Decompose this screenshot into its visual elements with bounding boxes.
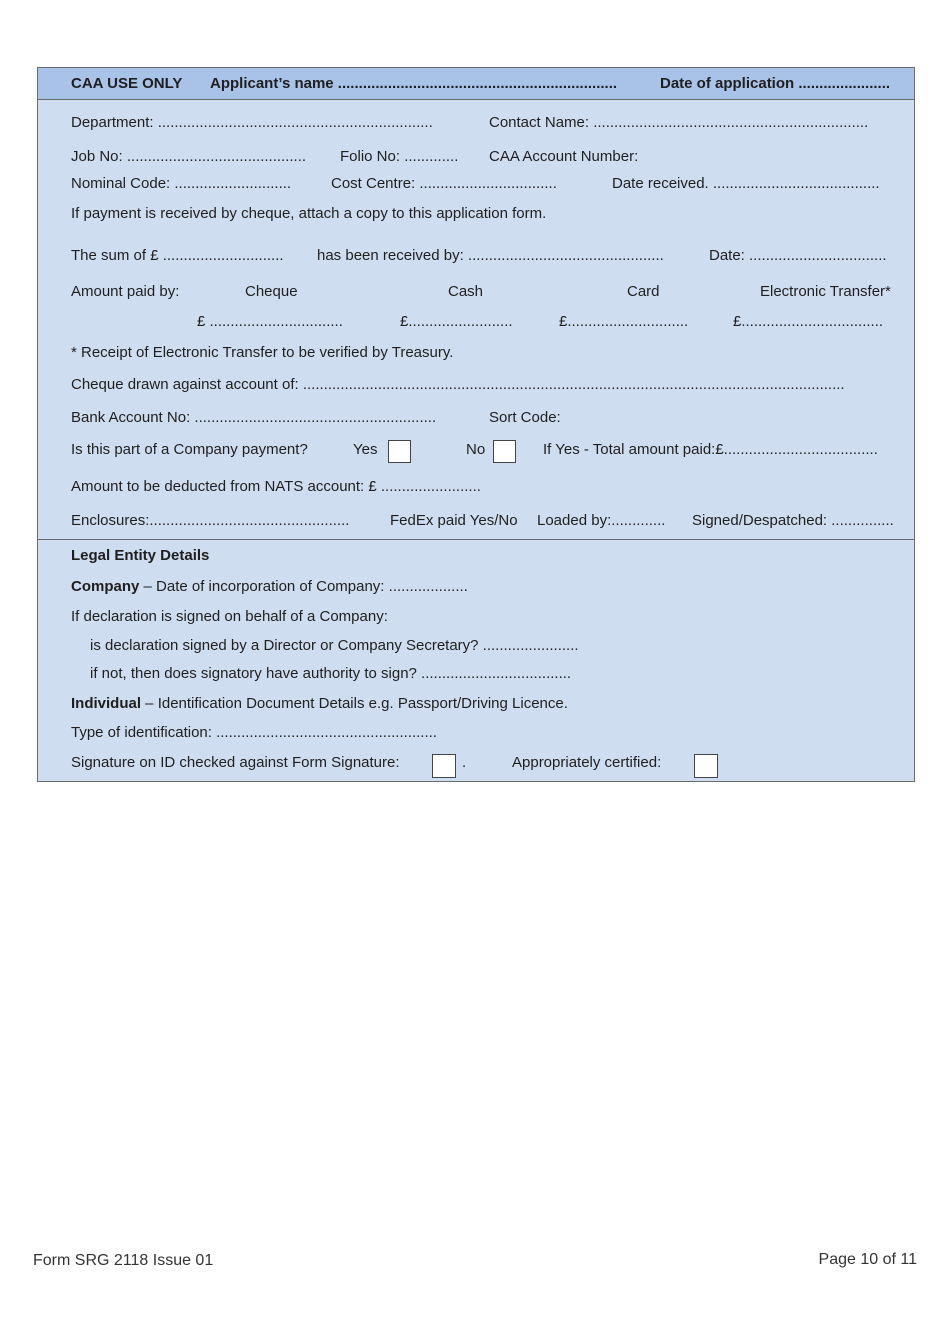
bank-account-no-field[interactable]: Bank Account No: .......................................................... — [71, 409, 437, 426]
method-card-label: Card — [627, 283, 660, 300]
director-signed-field[interactable]: is declaration signed by a Director or Company Secretary? ....................... — [90, 637, 579, 654]
sort-code-field[interactable]: Sort Code: — [489, 409, 561, 426]
applicant-name-field[interactable]: Applicant’s name ................................................................... — [210, 75, 618, 92]
caa-use-only-header — [38, 68, 914, 100]
folio-no-field[interactable]: Folio No: ............. — [340, 148, 459, 165]
sum-of-field[interactable]: The sum of £ ............................. — [71, 247, 284, 264]
payment-date-field[interactable]: Date: ................................. — [709, 247, 887, 264]
individual-id-text: – Identification Document Details e.g. Passport/Driving Licence. — [141, 695, 568, 712]
company-payment-no-checkbox[interactable] — [493, 440, 516, 463]
cash-amount-field[interactable]: £......................... — [400, 313, 513, 330]
individual-id-line — [71, 695, 568, 713]
section-divider — [38, 539, 914, 540]
department-field[interactable]: Department: .................................................................. — [71, 114, 433, 131]
caa-use-only-panel — [37, 67, 915, 782]
contact-name-field[interactable]: Contact Name: .................................................................. — [489, 114, 869, 131]
company-label: Company — [71, 578, 140, 595]
form-identifier: Form SRG 2118 Issue 01 — [33, 1252, 214, 1269]
signature-checked-label: Signature on ID checked against Form Signature: — [71, 754, 400, 771]
cheque-drawn-account-field[interactable]: Cheque drawn against account of: .................................................................................................................................. — [71, 376, 845, 393]
company-payment-yes-checkbox[interactable] — [388, 440, 411, 463]
total-amount-paid-field[interactable]: If Yes - Total amount paid:£..................................... — [543, 441, 878, 458]
caa-account-number-field[interactable]: CAA Account Number: — [489, 148, 639, 165]
cheque-amount-field[interactable]: £ ................................ — [197, 313, 343, 330]
nominal-code-field[interactable]: Nominal Code: ............................ — [71, 175, 292, 192]
card-amount-field[interactable]: £............................. — [559, 313, 689, 330]
signatory-authority-field[interactable]: if not, then does signatory have authority to sign? .................................... — [90, 665, 572, 682]
method-cash-label: Cash — [448, 283, 484, 300]
appropriately-certified-label: Appropriately certified: — [512, 754, 662, 771]
no-label: No — [466, 441, 486, 458]
job-no-field[interactable]: Job No: ........................................... — [71, 148, 307, 165]
id-type-field[interactable]: Type of identification: ..................................................... — [71, 724, 437, 741]
yes-label: Yes — [353, 441, 378, 458]
page-number: Page 10 of 11 — [818, 1251, 917, 1268]
electronic-transfer-note: * Receipt of Electronic Transfer to be verified by Treasury. — [71, 344, 454, 361]
nats-deduction-field[interactable]: Amount to be deducted from NATS account: £ ........................ — [71, 478, 481, 495]
fedex-paid-field[interactable]: FedEx paid Yes/No — [390, 512, 518, 529]
appropriately-certified-checkbox[interactable] — [694, 754, 718, 778]
loaded-by-field[interactable]: Loaded by:............. — [537, 512, 666, 529]
date-received-field[interactable]: Date received. ........................................ — [612, 175, 880, 192]
company-payment-question: Is this part of a Company payment? — [71, 441, 308, 458]
caa-use-only-label: CAA USE ONLY — [71, 75, 183, 92]
electronic-transfer-amount-field[interactable]: £.................................. — [733, 313, 884, 330]
date-of-application-field[interactable]: Date of application ...................... — [660, 75, 891, 92]
signature-checked-dot: . — [462, 754, 467, 771]
individual-label: Individual — [71, 695, 142, 712]
signed-despatched-field[interactable]: Signed/Despatched: ............... — [692, 512, 894, 529]
company-incorporation-field[interactable]: – Date of incorporation of Company: ................... — [139, 578, 468, 595]
cheque-copy-note: If payment is received by cheque, attach a copy to this application form. — [71, 205, 547, 222]
method-cheque-label: Cheque — [245, 283, 298, 300]
signature-checked-checkbox[interactable] — [432, 754, 456, 778]
amount-paid-by-label: Amount paid by: — [71, 283, 180, 300]
method-electronic-transfer-label: Electronic Transfer* — [760, 283, 891, 300]
cost-centre-field[interactable]: Cost Centre: ................................. — [331, 175, 557, 192]
company-incorporation-line[interactable] — [71, 578, 468, 596]
enclosures-field[interactable]: Enclosures:................................................ — [71, 512, 350, 529]
legal-entity-heading: Legal Entity Details — [71, 547, 210, 564]
received-by-field[interactable]: has been received by: ............................................... — [317, 247, 664, 264]
behalf-of-company-question: If declaration is signed on behalf of a Company: — [71, 608, 388, 625]
